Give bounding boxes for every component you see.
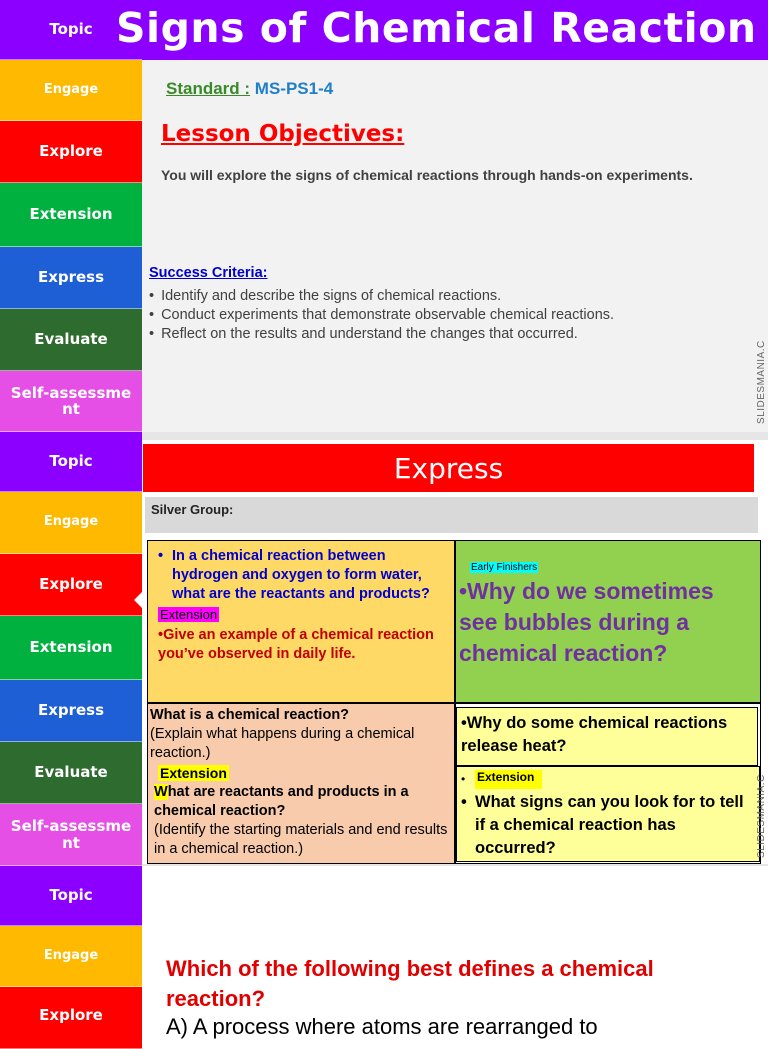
quiz-question: Which of the following best defines a chemical reaction? [166, 956, 654, 1011]
early-finishers-tag: Early Finishers [471, 562, 538, 573]
extension-tag: Extension [475, 770, 542, 789]
active-pointer-icon [134, 592, 142, 608]
task-cell-1 [147, 540, 455, 703]
nav-self-assessment[interactable]: Self-assessment [0, 804, 142, 866]
nav-explore[interactable]: Explore [0, 987, 142, 1049]
nav-self-assessment[interactable]: Self-assessment [0, 371, 142, 432]
cell4-box-2 [456, 766, 760, 862]
nav-engage[interactable]: Engage [0, 492, 142, 554]
nav-engage[interactable]: Engage [0, 60, 142, 121]
standard-line [166, 79, 333, 99]
watermark: SLIDESMANIA.C [756, 340, 767, 424]
slide-divider [142, 432, 768, 440]
slide1-body [142, 60, 768, 432]
nav-evaluate[interactable]: Evaluate [0, 309, 142, 371]
extension-tag: Extension [160, 607, 218, 622]
nav-express[interactable]: Express [0, 247, 142, 309]
group-label: Silver Group: [145, 497, 758, 533]
nav-engage[interactable]: Engage [0, 926, 142, 987]
list-item: • Conduct experiments that demonstrate observable chemical reactions. [149, 306, 749, 325]
cell3-q2-note: (Identify the starting materials and end results in a chemical reaction.) [154, 822, 448, 857]
nav-extension[interactable]: Extension [0, 183, 142, 247]
quiz-option-a[interactable]: A) A process where atoms are rearranged to [166, 1014, 598, 1039]
success-criteria-heading: Success Criteria: [149, 265, 268, 281]
nav-topic[interactable]: Topic [0, 866, 142, 926]
nav-express[interactable]: Express [0, 680, 142, 742]
sidebar-nav [0, 0, 142, 1024]
cell3-q1-note: (Explain what happens during a chemical reaction.) [150, 726, 415, 761]
nav-explore[interactable]: Explore [0, 121, 142, 183]
bullet-icon: • [158, 548, 164, 564]
cell3-q2: What are reactants and products in a chemical reaction? [154, 784, 409, 819]
objectives-text: You will explore the signs of chemical reactions through hands-on experiments. [161, 167, 693, 183]
cell1-question: In a chemical reaction between hydrogen and oxygen to form water, what are the reactants and products? [172, 548, 430, 602]
list-item: • Reflect on the results and understand the changes that occurred. [149, 325, 749, 344]
success-criteria-list [149, 287, 749, 344]
cell4-q2: What signs can you look for to tell if a chemical reaction has occurred? [475, 793, 744, 857]
bullet-icon: • [461, 772, 466, 786]
nav-evaluate[interactable]: Evaluate [0, 742, 142, 804]
bullet-icon: • [461, 793, 467, 811]
objectives-heading: Lesson Objectives: [161, 121, 405, 147]
watermark: SLIDESMANIA.C [756, 774, 767, 858]
list-item: • Identify and describe the signs of chemical reactions. [149, 287, 749, 306]
cell3-q1: What is a chemical reaction? [150, 707, 350, 723]
cell4-q1: •Why do some chemical reactions release heat? [461, 714, 728, 755]
nav-explore[interactable]: Explore [0, 554, 142, 616]
standard-label: Standard : [166, 79, 251, 98]
nav-topic[interactable]: Topic [0, 0, 142, 60]
standard-value: MS-PS1-4 [254, 79, 334, 98]
cell2-question: •Why do we sometimes see bubbles during a chemical reaction? [459, 578, 714, 666]
nav-extension[interactable]: Extension [0, 616, 142, 680]
task-cell-3 [147, 703, 455, 864]
task-cell-2 [455, 540, 761, 703]
slide-title: Signs of Chemical Reaction [116, 4, 757, 52]
extension-tag: Extension [160, 765, 227, 781]
cell1-extension-text: •Give an example of a chemical reaction you’ve observed in daily life. [158, 627, 434, 662]
nav-topic[interactable]: Topic [0, 432, 142, 492]
cell4-box-1 [456, 707, 758, 766]
express-header: Express [143, 444, 754, 492]
